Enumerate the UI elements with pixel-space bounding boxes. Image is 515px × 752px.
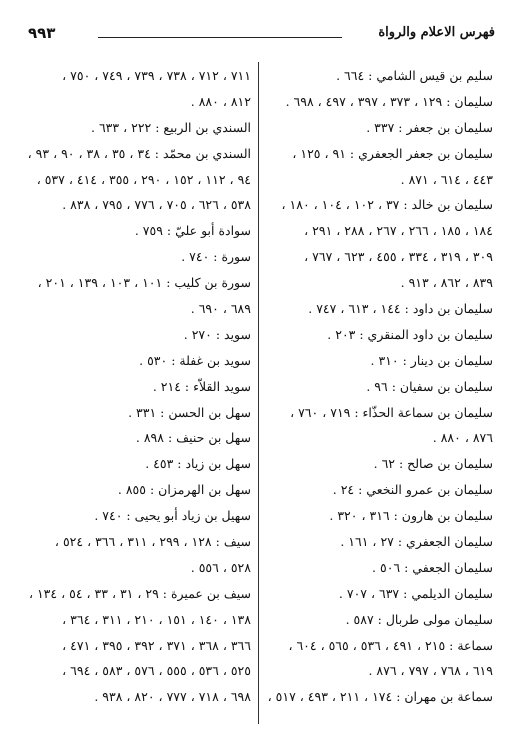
- index-line: سليمان بن سماعة الحذّاء : ٧١٩ ، ٧٦٠ ،: [290, 404, 493, 420]
- right-column: [255, 63, 493, 710]
- index-line: ٦١٩ ، ٧٦٨ ، ٧٩٧ ، ٨٧٦ .: [368, 663, 493, 679]
- index-line: سويد بن غفلة : ٥٣٠ .: [139, 352, 251, 368]
- index-line: سورة بن كليب : ١٠١ ، ١٠٣ ، ١٣٩ ، ٢٠١ ،: [37, 275, 251, 291]
- index-line: سليمان بن دينار : ٣١٠ .: [370, 352, 493, 368]
- index-line: ٥٢٥ ، ٥٣٦ ، ٥٥٥ ، ٥٧٦ ، ٥٨٣ ، ٦٩٤ ،: [62, 663, 251, 679]
- running-title: فهرس الاعلام والرواة: [378, 25, 495, 40]
- index-line: سليمان بن هارون : ٣١٦ ، ٣٢٠ .: [329, 508, 493, 524]
- index-line: سويد القلاّء : ٢١٤ .: [152, 378, 251, 394]
- index-line: ٨٧٦ ، ٨٨٠ .: [432, 430, 493, 446]
- index-line: ٩٤ ، ١١٢ ، ١٥٢ ، ٢٩٠ ، ٣٥٥ ، ٤١٤ ، ٥٣٧ ،: [36, 171, 251, 187]
- index-line: سليمان بن داود المنقري : ٢٠٣ .: [327, 326, 493, 342]
- index-line: سهل بن الهرمزان : ٨٥٥ .: [117, 482, 251, 498]
- index-line: ٦٨٩ ، ٦٩٠ .: [190, 301, 251, 317]
- index-line: ٦٩٨ ، ٧١٨ ، ٧٧٧ ، ٨٢٠ ، ٩٣٨ .: [94, 689, 251, 705]
- index-line: ٨٣٩ ، ٨٦٢ ، ٩١٣ .: [400, 275, 493, 291]
- index-line: ٨١٢ ، ٨٨٠ .: [190, 93, 251, 109]
- index-line: سليمان بن خالد : ٣٧ ، ١٠٢ ، ١٠٤ ، ١٨٠ ،: [281, 197, 493, 213]
- index-line: ٣٦٦ ، ٣٦٨ ، ٣٧١ ، ٣٩٢ ، ٣٩٥ ، ٤٧١ ،: [62, 637, 251, 653]
- index-line: سليمان : ١٢٩ ، ٣٧٣ ، ٣٩٧ ، ٤٩٧ ، ٦٩٨ .: [285, 93, 493, 109]
- index-line: سهيل بن زياد أبو يحيى : ٧٤٠ .: [94, 508, 251, 524]
- index-line: سليمان بن جعفر : ٣٣٧ .: [366, 119, 493, 135]
- index-line: سليمان بن عمرو النخعي : ٢٤ .: [332, 482, 493, 498]
- index-line: ٥٣٨ ، ٦٢٦ ، ٧٠٥ ، ٧٧٦ ، ٧٩٥ ، ٨٣٨ .: [62, 197, 251, 213]
- index-line: سماعة بن مهران : ١٧٤ ، ٢١١ ، ٤٩٣ ، ٥١٧ ،: [267, 689, 493, 705]
- index-line: سويد : ٢٧٠ .: [183, 326, 251, 342]
- header-rule: [98, 37, 342, 38]
- index-line: سليمان الجعفري : ٢٧ ، ١٦١ .: [340, 534, 493, 550]
- index-line: سليمان الجعفي : ٥٠٦ .: [372, 559, 493, 575]
- index-line: ١٨٤ ، ١٨٥ ، ٢٦٦ ، ٢٦٧ ، ٢٨٨ ، ٢٩١ ،: [304, 223, 493, 239]
- index-line: ٣٠٩ ، ٣١٩ ، ٣٣٤ ، ٤٥٥ ، ٦٢٣ ، ٧٦٧ ،: [304, 249, 493, 265]
- index-line: سليمان بن سفيان : ٩٦ .: [366, 378, 493, 394]
- index-line: سهل بن زياد : ٤٥٣ .: [145, 456, 251, 472]
- index-line: ١٣٨ ، ١٤٠ ، ١٥١ ، ٢١٠ ، ٣١١ ، ٣٦٤ ،: [62, 611, 251, 627]
- index-line: سليمان بن داود : ١٤٤ ، ٦١٣ ، ٧٤٧ .: [308, 301, 493, 317]
- index-line: السندي بن محمّد : ٣٤ ، ٣٥ ، ٣٨ ، ٩٠ ، ٩٣ ،: [27, 145, 251, 161]
- index-line: سهل بن حنيف : ٨٩٨ .: [135, 430, 251, 446]
- index-line: ٧١١ ، ٧١٢ ، ٧٣٨ ، ٧٣٩ ، ٧٤٩ ، ٧٥٠ ،: [62, 68, 251, 83]
- index-line: سليمان مولى طربال : ٥٨٧ .: [345, 611, 493, 627]
- column-divider: [258, 62, 259, 724]
- index-line: سماعة : ٢١٥ ، ٤٩١ ، ٥٣٦ ، ٥٦٥ ، ٦٠٤ ،: [288, 637, 493, 653]
- left-column: [20, 63, 251, 710]
- index-line: ٥٢٨ ، ٥٥٦ .: [190, 559, 251, 575]
- index-line: السندي بن الربيع : ٢٢٢ ، ٦٣٣ .: [91, 119, 251, 135]
- page-number: ٩٩٣: [28, 24, 56, 42]
- index-line: سهل بن الحسن : ٣٣١ .: [128, 404, 251, 420]
- index-line: سليمان الديلمي : ٦٣٧ ، ٧٠٧ .: [338, 585, 493, 601]
- index-line: سوادة أبو عليّ : ٧٥٩ .: [134, 223, 251, 239]
- index-line: سيف : ١٢٨ ، ٢٩٩ ، ٣١١ ، ٣٦٦ ، ٥٢٤ ،: [54, 534, 251, 550]
- index-line: سورة : ٧٤٠ .: [181, 249, 251, 265]
- index-line: ٤٤٣ ، ٦١٤ ، ٨٧١ .: [400, 171, 493, 187]
- index-line: سليمان بن جعفر الجعفري : ٩١ ، ١٢٥ ،: [292, 145, 493, 161]
- index-line: سيف بن عميرة : ٢٩ ، ٣١ ، ٣٣ ، ٥٤ ، ١٣٤ ،: [28, 585, 251, 601]
- index-line: سليم بن قيس الشامي : ٦٦٤ .: [336, 68, 493, 83]
- index-line: سليمان بن صالح : ٦٢ .: [373, 456, 493, 472]
